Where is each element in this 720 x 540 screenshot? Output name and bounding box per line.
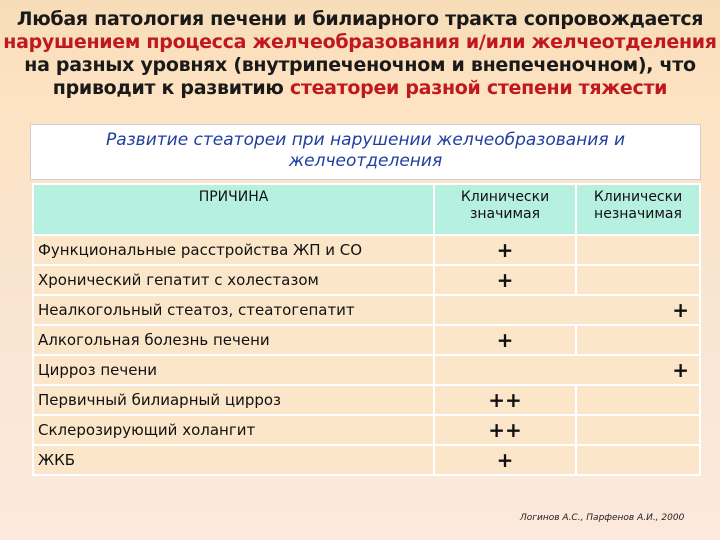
- table-row: [33, 355, 700, 385]
- row-cause: Функциональные расстройства ЖП и СО: [33, 235, 434, 265]
- row-significant: +: [434, 235, 576, 265]
- row-cause: Склерозирующий холангит: [33, 415, 434, 445]
- caption-line-1: Развитие стеатореи при нарушении желчеобразования и: [105, 130, 626, 150]
- row-cause: ЖКБ: [33, 445, 434, 475]
- row-merged-mark: +: [434, 295, 700, 325]
- row-significant: +: [434, 265, 576, 295]
- table-row: [33, 445, 700, 475]
- row-merged-mark: +: [434, 355, 700, 385]
- table-row: [33, 385, 700, 415]
- row-significant: ++: [434, 385, 576, 415]
- heading-line-4-dark: приводит к развитию: [52, 77, 290, 99]
- heading-line-3: на разных уровнях (внутрипеченочном и внепеченочном), что: [24, 54, 696, 76]
- row-cause: Хронический гепатит с холестазом: [33, 265, 434, 295]
- caption-line-2: желчеотделения: [288, 151, 443, 171]
- slide-heading: [0, 8, 720, 100]
- row-insignificant: [576, 385, 700, 415]
- row-significant: +: [434, 445, 576, 475]
- row-cause: Цирроз печени: [33, 355, 434, 385]
- header-cause: ПРИЧИНА: [33, 184, 434, 235]
- causes-table: [32, 183, 701, 476]
- heading-line-4-red: стеатореи разной степени тяжести: [289, 77, 668, 99]
- row-cause: Первичный билиарный цирроз: [33, 385, 434, 415]
- row-cause: Алкогольная болезнь печени: [33, 325, 434, 355]
- heading-line-2: нарушением процесса желчеобразования и/или желчеотделения: [3, 31, 717, 53]
- row-significant: +: [434, 325, 576, 355]
- table-row: [33, 415, 700, 445]
- row-insignificant: [576, 265, 700, 295]
- table-row: [33, 235, 700, 265]
- row-cause: Неалкогольный стеатоз, стеатогепатит: [33, 295, 434, 325]
- heading-line-1: Любая патология печени и билиарного тракта сопровождается: [16, 8, 704, 30]
- heading-line-4: [0, 77, 720, 100]
- header-significant: Клинически значимая: [434, 184, 576, 235]
- row-insignificant: [576, 445, 700, 475]
- citation: Логинов А.С., Парфенов А.И., 2000: [520, 513, 685, 523]
- header-insignificant: Клинически незначимая: [576, 184, 700, 235]
- table-row: [33, 265, 700, 295]
- row-insignificant: [576, 325, 700, 355]
- row-insignificant: [576, 235, 700, 265]
- row-insignificant: [576, 415, 700, 445]
- table-row: [33, 325, 700, 355]
- table-row: [33, 295, 700, 325]
- table-caption: [30, 124, 701, 180]
- row-significant: ++: [434, 415, 576, 445]
- table-header-row: [33, 184, 700, 235]
